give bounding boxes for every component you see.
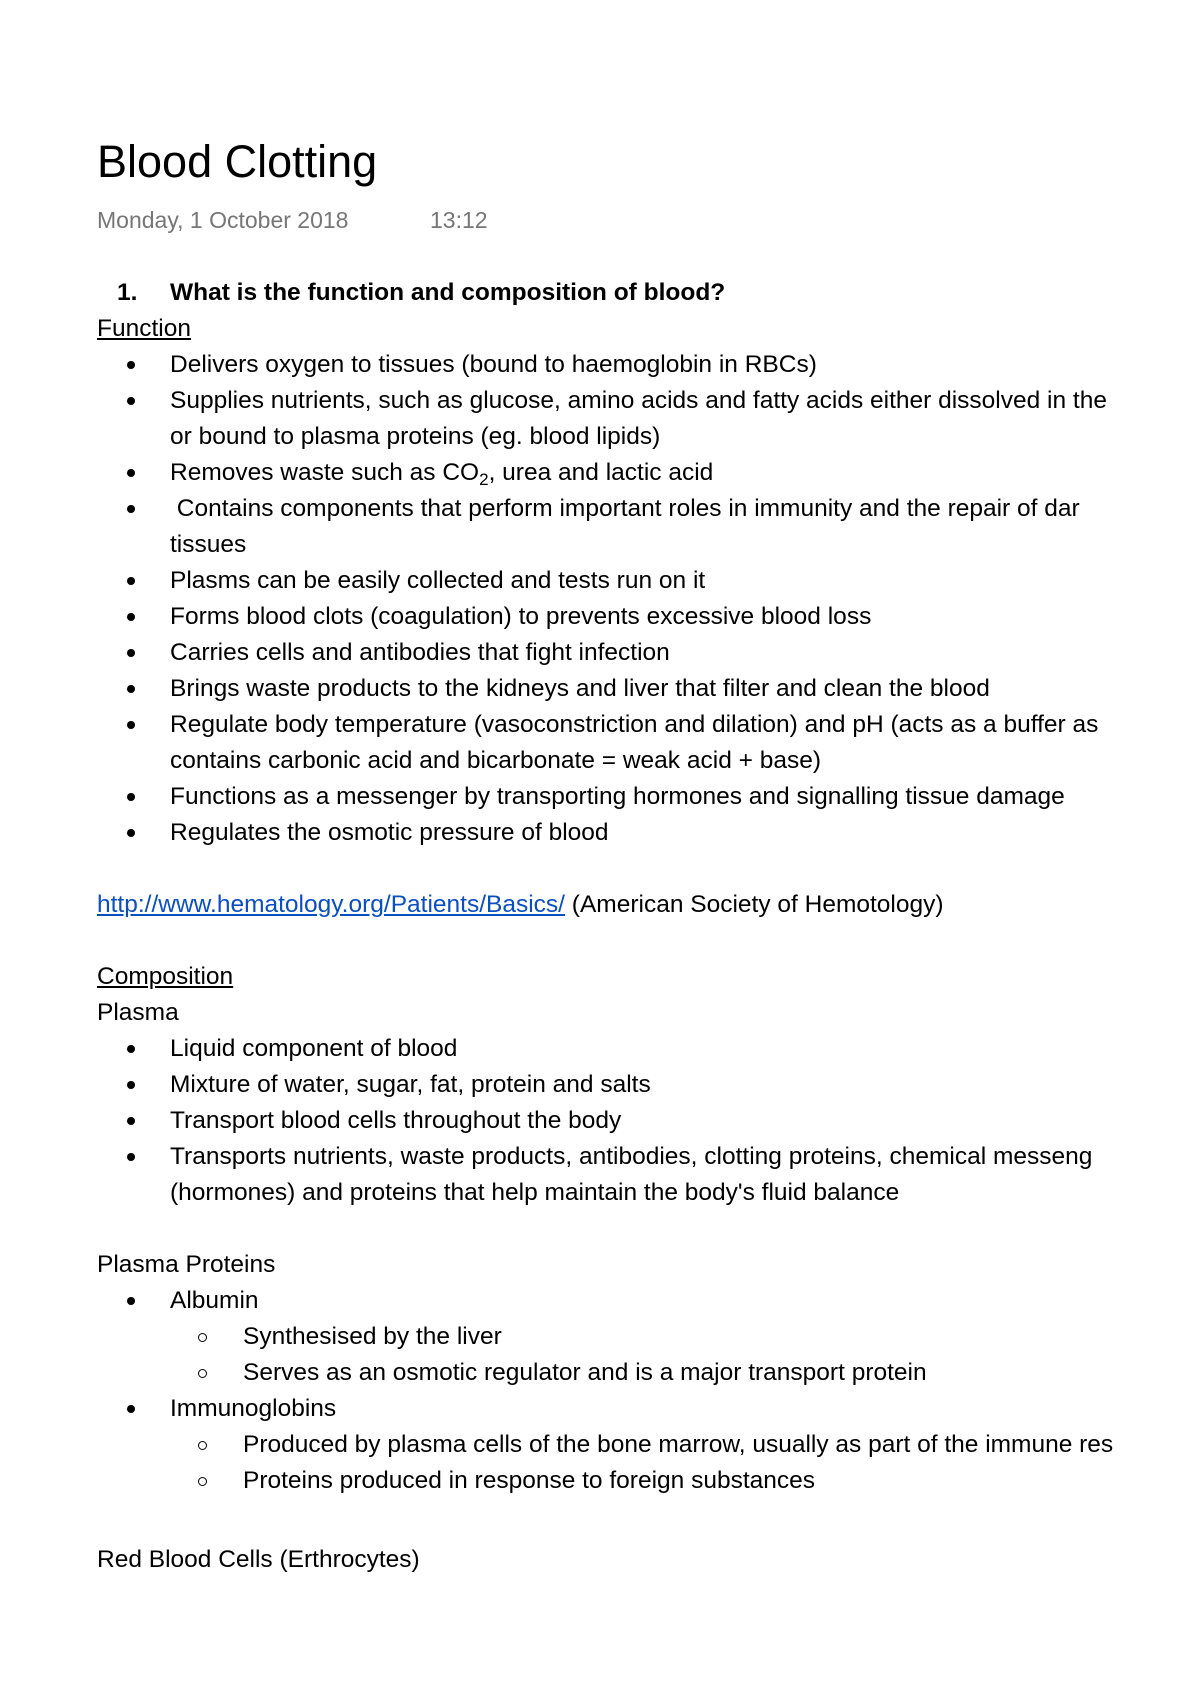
note-time: 13:12 — [430, 207, 488, 233]
bullet-icon — [127, 685, 135, 693]
albumin-subitem-1: Synthesised by the liver — [243, 1323, 502, 1350]
immunoglobins-subitem-2: Proteins produced in response to foreign substances — [243, 1467, 816, 1494]
note-date: Monday, 1 October 2018 — [97, 207, 349, 233]
bullet-icon — [127, 1045, 135, 1053]
function-item-3: Removes waste such as $CO_2$, urea and lactic acid — [170, 459, 714, 489]
bullet-icon — [127, 505, 135, 513]
plasma-heading: Plasma — [97, 999, 179, 1026]
circle-bullet-icon — [198, 1477, 207, 1486]
immunoglobins-label: Immunoglobins — [170, 1395, 337, 1422]
bullet-icon — [127, 397, 135, 405]
function-item-2: Supplies nutrients, such as glucose, amino acids and fatty acids either dissolved in the — [170, 387, 1107, 414]
bullet-icon — [127, 577, 135, 585]
bullet-icon — [127, 721, 135, 729]
function-heading: Function — [97, 315, 191, 342]
function-item-11: Regulates the osmotic pressure of blood — [170, 819, 609, 846]
bullet-icon — [127, 793, 135, 801]
bullet-icon — [127, 361, 135, 369]
reference-link[interactable]: http://www.hematology.org/Patients/Basics/ — [97, 891, 565, 918]
bullet-icon — [127, 613, 135, 621]
circle-bullet-icon — [198, 1441, 207, 1450]
bullet-icon — [127, 1117, 135, 1125]
bullet-icon — [127, 469, 135, 477]
bullet-icon — [127, 1405, 135, 1413]
albumin-label: Albumin — [170, 1287, 259, 1314]
function-item-4-cont: tissues — [170, 531, 247, 558]
page-title: Blood Clotting — [97, 136, 378, 187]
reference-source: (American Society of Hemotology) — [565, 891, 944, 918]
function-item-10: Functions as a messenger by transporting hormones and signalling tissue damage — [170, 783, 1065, 810]
question-number: 1. — [117, 279, 138, 306]
subscript: 2 — [479, 470, 489, 489]
plasma-proteins-heading: Plasma Proteins — [97, 1251, 276, 1278]
red-blood-cells-heading: Red Blood Cells (Erthrocytes) — [97, 1546, 420, 1573]
function-item-8: Brings waste products to the kidneys and liver that filter and clean the blood — [170, 675, 990, 702]
function-item-7: Carries cells and antibodies that fight infection — [170, 639, 670, 666]
reference-line — [97, 890, 944, 920]
albumin-subitem-2: Serves as an osmotic regulator and is a major transport protein — [243, 1359, 927, 1386]
circle-bullet-icon — [198, 1333, 207, 1342]
circle-bullet-icon — [198, 1369, 207, 1378]
bullet-icon — [127, 649, 135, 657]
plasma-item-4-cont: (hormones) and proteins that help maintain the body's fluid balance — [170, 1179, 900, 1206]
plasma-item-4: Transports nutrients, waste products, antibodies, clotting proteins, chemical messeng — [170, 1143, 1093, 1170]
function-item-9-cont: contains carbonic acid and bicarbonate = weak acid + base) — [170, 747, 822, 774]
function-item-6: Forms blood clots (coagulation) to prevents excessive blood loss — [170, 603, 872, 630]
immunoglobins-subitem-1: Produced by plasma cells of the bone marrow, usually as part of the immune res — [243, 1431, 1114, 1458]
bullet-icon — [127, 1297, 135, 1305]
composition-heading: Composition — [97, 963, 234, 990]
plasma-item-3: Transport blood cells throughout the body — [170, 1107, 622, 1134]
bullet-icon — [127, 1153, 135, 1161]
function-item-9: Regulate body temperature (vasoconstriction and dilation) and pH (acts as a buffer as — [170, 711, 1099, 738]
function-item-4: Contains components that perform important roles in immunity and the repair of dar — [170, 495, 1080, 522]
function-item-2-cont: or bound to plasma proteins (eg. blood lipids) — [170, 423, 661, 450]
function-item-5: Plasms can be easily collected and tests run on it — [170, 567, 706, 594]
plasma-item-1: Liquid component of blood — [170, 1035, 458, 1062]
bullet-icon — [127, 829, 135, 837]
bullet-icon — [127, 1081, 135, 1089]
question-text: What is the function and composition of blood? — [170, 279, 726, 306]
plasma-item-2: Mixture of water, sugar, fat, protein and salts — [170, 1071, 651, 1098]
function-item-1: Delivers oxygen to tissues (bound to haemoglobin in RBCs) — [170, 351, 817, 378]
